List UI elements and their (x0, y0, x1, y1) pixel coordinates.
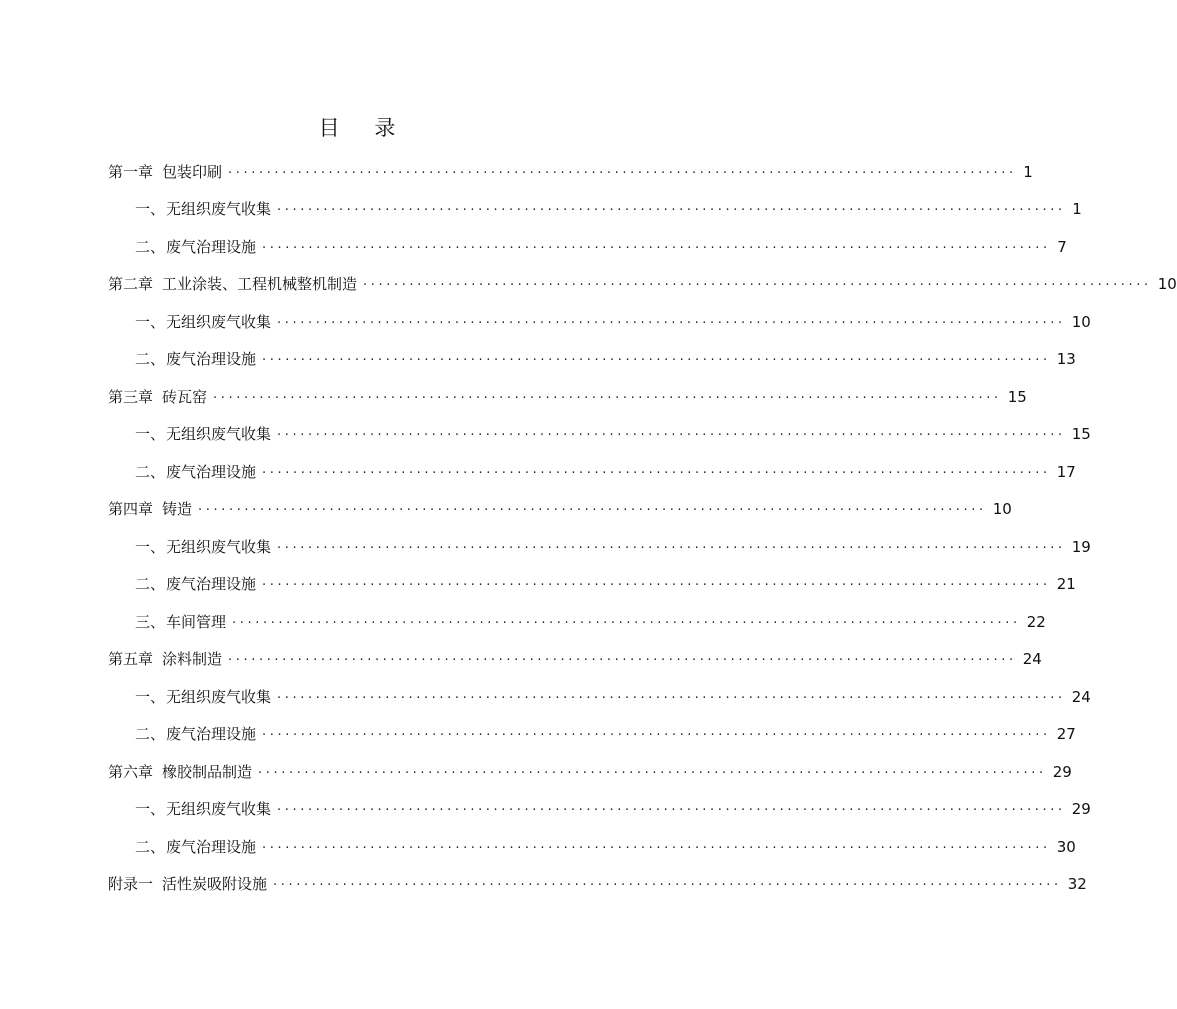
toc-page-number: 24 (1022, 650, 1042, 668)
toc-entry-number: 一、 (135, 687, 166, 706)
toc-entry-text: 废气治理设施 (166, 575, 257, 593)
toc-section-entry[interactable] (108, 333, 1076, 371)
toc-dot-leader: ...................................................................................................... (273, 874, 1062, 889)
toc-entry-text: 废气治理设施 (166, 837, 257, 856)
toc-chapter-entry[interactable] (108, 858, 1087, 896)
toc-entry-number: 二、 (135, 725, 166, 743)
toc-entry-number: 二、 (135, 837, 166, 856)
toc-page-number: 29 (1052, 762, 1072, 781)
toc-entry-number: 一、 (135, 200, 166, 218)
toc-entry-text: 涂料制造 (162, 650, 223, 668)
toc-section-entry[interactable] (108, 183, 1082, 221)
toc-page-number: 1 (1072, 200, 1082, 218)
toc-chapter-entry[interactable] (108, 745, 1072, 783)
toc-dot-leader: ...................................................................................................... (262, 461, 1051, 477)
toc-chapter-entry[interactable] (108, 483, 1012, 521)
toc-entry-text: 车间管理 (166, 612, 227, 631)
toc-section-entry[interactable] (108, 708, 1076, 746)
toc-page-number: 22 (1026, 612, 1046, 631)
toc-entry-number: 第五章 (108, 650, 154, 668)
toc-page-number: 27 (1056, 725, 1076, 743)
toc-entry-number: 第三章 (108, 387, 154, 406)
toc-dot-leader: ...................................................................................................... (262, 574, 1051, 589)
toc-entry-text: 无组织废气收集 (166, 312, 272, 331)
toc-entry-text: 包装印刷 (162, 162, 223, 181)
toc-page-number: 21 (1056, 575, 1076, 593)
toc-entry-text: 工业涂装、工程机械整机制造 (162, 275, 358, 293)
toc-dot-leader: ...................................................................................................... (363, 274, 1152, 289)
toc-section-entry[interactable] (108, 558, 1076, 596)
toc-entry-text: 无组织废气收集 (166, 687, 272, 706)
toc-dot-leader: ...................................................................................................... (228, 161, 1017, 177)
toc-entry-number: 一、 (135, 537, 166, 556)
toc-section-entry[interactable] (108, 445, 1076, 483)
toc-entry-number: 一、 (135, 425, 166, 443)
toc-entry-number: 第六章 (108, 762, 154, 781)
toc-page-number: 15 (1071, 425, 1091, 443)
toc-entry-number: 附录一 (108, 875, 154, 893)
toc-dot-leader: ...................................................................................................... (277, 686, 1066, 702)
toc-entry-text: 砖瓦窑 (162, 387, 208, 406)
toc-section-entry[interactable] (108, 295, 1091, 333)
toc-dot-leader: ...................................................................................................... (277, 311, 1066, 327)
toc-entry-text: 铸造 (162, 500, 193, 518)
toc-page-number: 19 (1071, 537, 1091, 556)
toc-entry-text: 无组织废气收集 (166, 800, 272, 818)
toc-entry-number: 一、 (135, 312, 166, 331)
toc-entry-number: 一、 (135, 800, 166, 818)
toc-list (108, 145, 1177, 895)
toc-page-number: 30 (1056, 837, 1076, 856)
toc-entry-number: 第二章 (108, 275, 154, 293)
toc-entry-number: 二、 (135, 575, 166, 593)
toc-dot-leader: ...................................................................................................... (232, 611, 1021, 627)
toc-chapter-entry[interactable] (108, 145, 1033, 183)
toc-page-number: 10 (992, 500, 1012, 518)
toc-entry-text: 活性炭吸附设施 (162, 875, 268, 893)
toc-dot-leader: ...................................................................................................... (198, 499, 987, 514)
toc-title: 目 录 (318, 116, 410, 140)
toc-dot-leader: ...................................................................................................... (213, 386, 1002, 402)
toc-entry-text: 废气治理设施 (166, 462, 257, 481)
toc-section-entry[interactable] (108, 820, 1076, 858)
toc-entry-text: 无组织废气收集 (166, 537, 272, 556)
toc-dot-leader: ...................................................................................................... (262, 236, 1051, 252)
toc-section-entry[interactable] (108, 670, 1091, 708)
toc-section-entry[interactable] (108, 408, 1091, 446)
toc-entry-number: 二、 (135, 237, 166, 256)
toc-entry-text: 无组织废气收集 (166, 425, 272, 443)
toc-entry-number: 第四章 (108, 500, 154, 518)
toc-page-number: 10 (1157, 275, 1177, 293)
toc-section-entry[interactable] (108, 783, 1091, 821)
toc-dot-leader: ...................................................................................................... (277, 424, 1066, 439)
toc-entry-text: 废气治理设施 (166, 350, 257, 368)
toc-page-number: 24 (1071, 687, 1091, 706)
toc-section-entry[interactable] (108, 595, 1046, 633)
toc-section-entry[interactable] (108, 220, 1067, 258)
toc-dot-leader: ...................................................................................................... (262, 836, 1051, 852)
toc-page-number: 7 (1057, 237, 1067, 256)
toc-entry-number: 二、 (135, 350, 166, 368)
toc-section-entry[interactable] (108, 520, 1091, 558)
toc-entry-number: 二、 (135, 462, 166, 481)
toc-dot-leader: ...................................................................................................... (262, 724, 1051, 739)
toc-page-number: 1 (1023, 162, 1033, 181)
toc-dot-leader: ...................................................................................................... (277, 799, 1066, 814)
toc-entry-text: 橡胶制品制造 (162, 762, 253, 781)
toc-dot-leader: ...................................................................................................... (262, 349, 1051, 364)
toc-dot-leader: ...................................................................................................... (277, 536, 1066, 552)
toc-dot-leader: ...................................................................................................... (228, 649, 1017, 664)
toc-page-number: 15 (1007, 387, 1027, 406)
toc-page-number: 29 (1071, 800, 1091, 818)
toc-dot-leader: ...................................................................................................... (277, 199, 1066, 214)
toc-entry-number: 三、 (135, 612, 166, 631)
toc-chapter-entry[interactable] (108, 258, 1177, 296)
toc-entry-text: 无组织废气收集 (166, 200, 272, 218)
toc-page-number: 32 (1067, 875, 1087, 893)
toc-entry-text: 废气治理设施 (166, 237, 257, 256)
toc-page-number: 10 (1071, 312, 1091, 331)
toc-dot-leader: ...................................................................................................... (258, 761, 1047, 777)
toc-page-number: 13 (1056, 350, 1076, 368)
toc-entry-text: 废气治理设施 (166, 725, 257, 743)
toc-entry-number: 第一章 (108, 162, 154, 181)
toc-page-number: 17 (1056, 462, 1076, 481)
toc-chapter-entry[interactable] (108, 633, 1042, 671)
toc-chapter-entry[interactable] (108, 370, 1027, 408)
